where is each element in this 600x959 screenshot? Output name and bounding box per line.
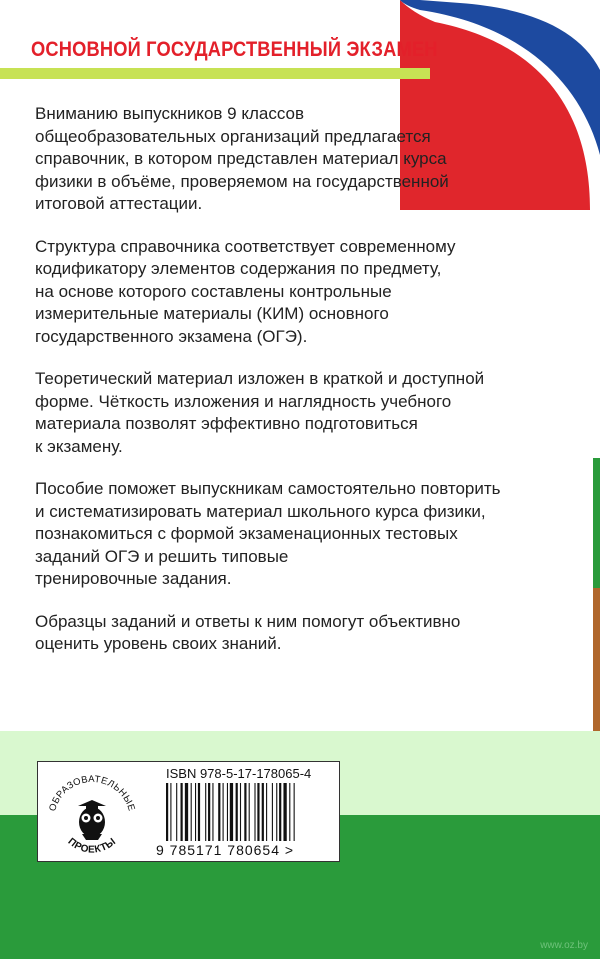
paragraph-intro: Вниманию выпускников 9 классов общеобразовательных организаций предлагается справочник, в котором представлен материал курса физики в объёме, проверяемом на государственной итоговой аттестации. <box>35 104 449 213</box>
barcode-panel <box>37 761 340 862</box>
description-text <box>35 103 555 676</box>
paragraph-benefits: Пособие поможет выпускникам самостоятельно повторить и систематизировать материал школьного курса физики, познакомиться с формой экзаменационных тестовых заданий ОГЭ и решить типовые тренировочные задания. <box>35 479 501 588</box>
watermark: www.oz.by <box>540 940 588 951</box>
logo-text-top: ОБРАЗОВАТЕЛЬНЫЕ <box>47 773 137 813</box>
paragraph-structure: Структура справочника соответствует современному кодификатору элементов содержания по предмету, на основе которого составлены контрольные измерительные материалы (КИМ) основного государственного экзамена (ОГЭ). <box>35 236 456 346</box>
series-title: ОСНОВНОЙ ГОСУДАРСТВЕННЫЙ ЭКЗАМЕН <box>31 38 438 61</box>
title-underline-bar <box>0 68 430 79</box>
barcode-digits: 9 785171 780654 > <box>156 842 295 858</box>
isbn-label: ISBN 978-5-17-178065-4 <box>166 766 312 781</box>
barcode <box>166 783 336 841</box>
paragraph-samples: Образцы заданий и ответы к ним помогут объективно оценить уровень своих знаний. <box>35 611 461 653</box>
publisher-logo <box>42 766 142 858</box>
owl-icon <box>78 800 106 840</box>
logo-text-bottom: ПРОЕКТЫ <box>65 836 119 856</box>
paragraph-theory: Теоретический материал изложен в краткой и доступной форме. Чёткость изложения и наглядность учебного материала позволят эффективно подготовиться к экзамену. <box>35 369 485 456</box>
